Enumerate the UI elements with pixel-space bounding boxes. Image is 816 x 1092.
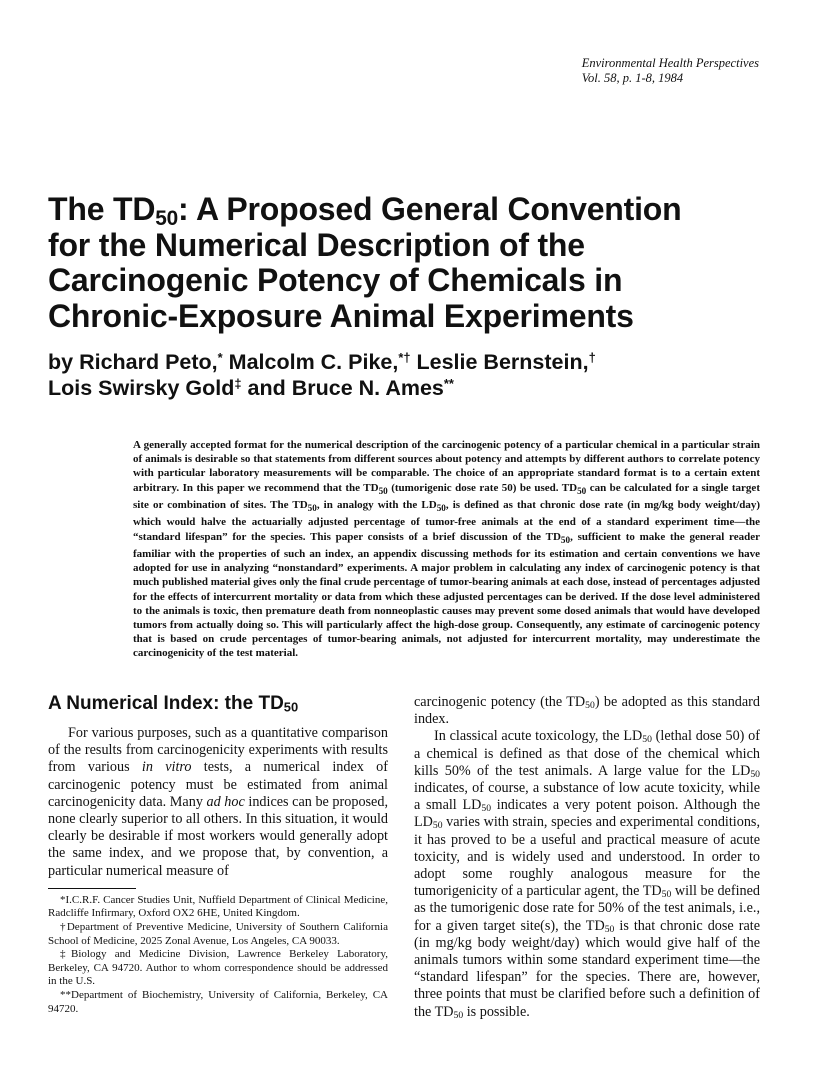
body-paragraph: For various purposes, such as a quantitative comparison of the results from carcinogenicity experiments with results from various in vitro tests, a numerical index of carcinogenic potency must be estimated from animal carcinogenicity data. Many ad hoc indices can be proposed, none clearly superior to all others. In this situation, it would clearly be desirable if most workers would generally adopt the same index, and we propose that, by convention, a particular numerical measure of: [48, 725, 388, 879]
section-heading: A Numerical Index: the $TD_{50}$: [48, 693, 299, 715]
abstract: A generally accepted format for the numerical description of the carcinogenic potency of a particular chemical in a particular strain of animals is desirable so that statements from different sources about potency and attempts by different authors to correlate potency with particular laboratory measurements will be comparable. The choice of an appropriate standard format is to a certain extent arbitrary. In this paper we recommend that the $TD_{50}$ (tumorigenic dose rate 50) be used. $TD_{50}$ can be calculated for a single target site or combination of sites. The $TD_{50}$, in analogy with the $LD_{50}$, is defined as that chronic dose rate (in mg/kg body weight/day) which would halve the actuarially adjusted percentage of tumor-free animals at the end of a standard experiment time—the “standard lifespan” for the species. This paper consists of a brief discussion of the $TD_{50}$, sufficient to make the general reader familiar with the properties of such an index, an appendix discussing methods for its estimation and certain conventions we have adopted for use in analyzing “nonstandard” experiments. A major problem in calculating any index of carcinogenic potency is that much published material gives only the final crude percentage of tumor-bearing animals at each dose, instead of percentages adjusted for the effects of intercurrent mortality or data from which these adjusted percentages can be derived. If the dose level administered to the animals is toxic, then premature death from nonneoplastic causes may prevent some dosed animals that would have developed tumors from actually doing so. This will particularly affect the high-dose group. Consequently, any estimate of carcinogenic potency that is based on crude percentages of tumor-bearing animals, not adjusted for intercurrent mortality, may underestimate the carcinogenicity of the test material.: [133, 439, 760, 660]
author-line-2: Lois Swirsky Gold‡ and Bruce N. Ames**: [48, 375, 454, 400]
title-line-2: for the Numerical Description of the: [48, 226, 585, 263]
title-line-1: The $TD_{50}$: A Proposed General Convention: [48, 191, 682, 231]
footnote: †Department of Preventive Medicine, University of Southern California School of Medicine, 2025 Zonal Avenue, Los Angeles, CA 90033.: [48, 921, 388, 947]
right-column: [414, 694, 760, 1021]
article-title: [48, 192, 788, 334]
journal-header: [582, 56, 759, 86]
footnote: *I.C.R.F. Cancer Studies Unit, Nuffield Department of Clinical Medicine, Radcliffe Infirmary, Oxford OX2 6HE, United Kingdom.: [48, 893, 388, 920]
title-line-4: Chronic-Exposure Animal Experiments: [48, 297, 634, 334]
body-paragraph: In classical acute toxicology, the $LD_{50}$ (lethal dose 50) of a chemical is defined as that dose of the chemical which kills 50% of the test animals. A large value for the $LD_{50}$ indicates, of course, a substance of low acute toxicity, while a small $LD_{50}$ indicates a very potent poison. Although the $LD_{50}$ varies with strain, species and experimental conditions, it has proved to be a useful and practical measure of acute toxicity, and is widely used and understood. In order to adopt some roughly analogous measure for the tumorigenicity of a particular agent, the $TD_{50}$ will be defined as the tumorigenic dose rate for 50% of the test animals, i.e., for a given target site(s), the $TD_{50}$ is that chronic dose rate (in mg/kg body weight/day) which would give half of the animals tumors within some standard experiment time—the “standard lifespan” for the species. There are, however, three points that must be clarified before such a definition of the $TD_{50}$ is possible.: [414, 728, 760, 1021]
title-line-3: Carcinogenic Potency of Chemicals in: [48, 262, 623, 298]
footnote-divider: [48, 888, 136, 889]
footnotes: [48, 894, 388, 1016]
author-list: [48, 349, 788, 401]
journal-name: Environmental Health Perspectives: [581, 56, 759, 70]
left-column: [48, 693, 388, 1016]
footnote: **Department of Biochemistry, University of California, Berkeley, CA 94720.: [48, 988, 388, 1015]
journal-citation: Vol. 58, p. 1-8, 1984: [581, 71, 684, 85]
footnote: ‡Biology and Medicine Division, Lawrence Berkeley Laboratory, Berkeley, CA 94720. Author to whom correspondence should be addressed in the U.S.: [48, 948, 388, 988]
body-paragraph: carcinogenic potency (the $TD_{50}$) be adopted as this standard index.: [414, 694, 761, 728]
author-line-1: by Richard Peto,* Malcolm C. Pike,*† Leslie Bernstein,†: [48, 349, 596, 374]
